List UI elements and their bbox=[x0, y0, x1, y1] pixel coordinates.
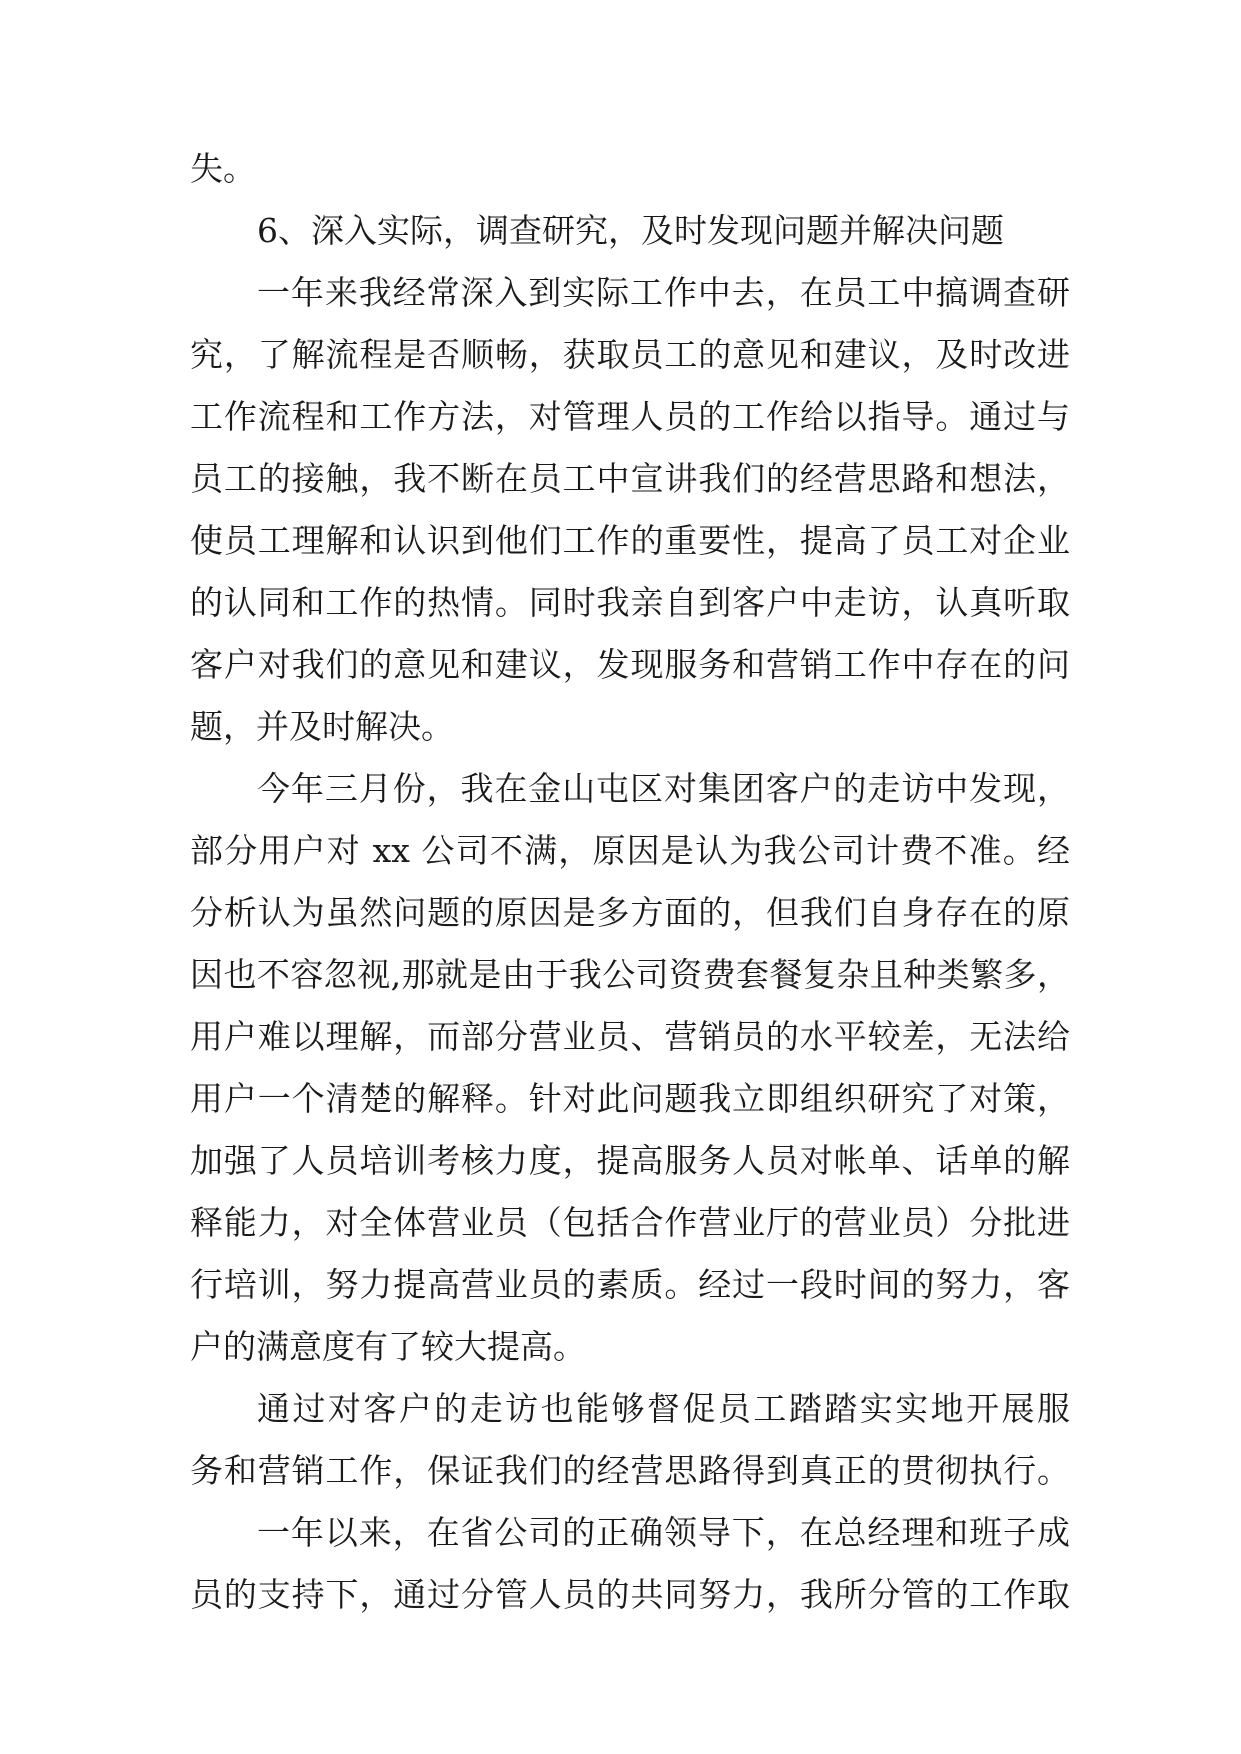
text-line: 客户对我们的意见和建议，发现服务和营销工作中存在的问 bbox=[190, 645, 1070, 684]
text-line: 通过对客户的走访也能够督促员工踏踏实实地开展服 bbox=[257, 1389, 1070, 1428]
text-line: 户的满意度有了较大提高。 bbox=[190, 1327, 586, 1366]
text-line: 一年来我经常深入到实际工作中去，在员工中搞调查研 bbox=[257, 273, 1070, 312]
text-line: 部分用户对 xx 公司不满，原因是认为我公司计费不准。经 bbox=[190, 831, 1070, 870]
text-line: 加强了人员培训考核力度，提高服务人员对帐单、话单的解 bbox=[190, 1141, 1070, 1180]
text-line: 失。 bbox=[190, 149, 256, 188]
text-line: 行培训，努力提高营业员的素质。经过一段时间的努力，客 bbox=[190, 1265, 1070, 1304]
text-line: 一年以来，在省公司的正确领导下，在总经理和班子成 bbox=[257, 1513, 1070, 1552]
text-line: 究，了解流程是否顺畅，获取员工的意见和建议，及时改进 bbox=[190, 335, 1070, 374]
text-line: 分析认为虽然问题的原因是多方面的，但我们自身存在的原 bbox=[190, 893, 1070, 932]
text-line: 今年三月份，我在金山屯区对集团客户的走访中发现， bbox=[257, 769, 1070, 808]
text-line: 因也不容忽视,那就是由于我公司资费套餐复杂且种类繁多， bbox=[190, 955, 1070, 994]
text-line: 员工的接触，我不断在员工中宣讲我们的经营思路和想法， bbox=[190, 459, 1070, 498]
text-line: 使员工理解和认识到他们工作的重要性，提高了员工对企业 bbox=[190, 521, 1070, 560]
text-line: 员的支持下，通过分管人员的共同努力，我所分管的工作取 bbox=[190, 1575, 1070, 1614]
text-line: 的认同和工作的热情。同时我亲自到客户中走访，认真听取 bbox=[190, 583, 1070, 622]
text-line: 释能力，对全体营业员（包括合作营业厅的营业员）分批进 bbox=[190, 1203, 1070, 1242]
text-line: 题，并及时解决。 bbox=[190, 707, 454, 746]
text-line: 务和营销工作，保证我们的经营思路得到真正的贯彻执行。 bbox=[190, 1451, 1070, 1490]
section-heading: 6、深入实际，调查研究，及时发现问题并解决问题 bbox=[257, 211, 1004, 250]
text-line: 用户难以理解，而部分营业员、营销员的水平较差，无法给 bbox=[190, 1017, 1070, 1056]
text-line: 用户一个清楚的解释。针对此问题我立即组织研究了对策， bbox=[190, 1079, 1070, 1118]
text-line: 工作流程和工作方法，对管理人员的工作给以指导。通过与 bbox=[190, 397, 1070, 436]
